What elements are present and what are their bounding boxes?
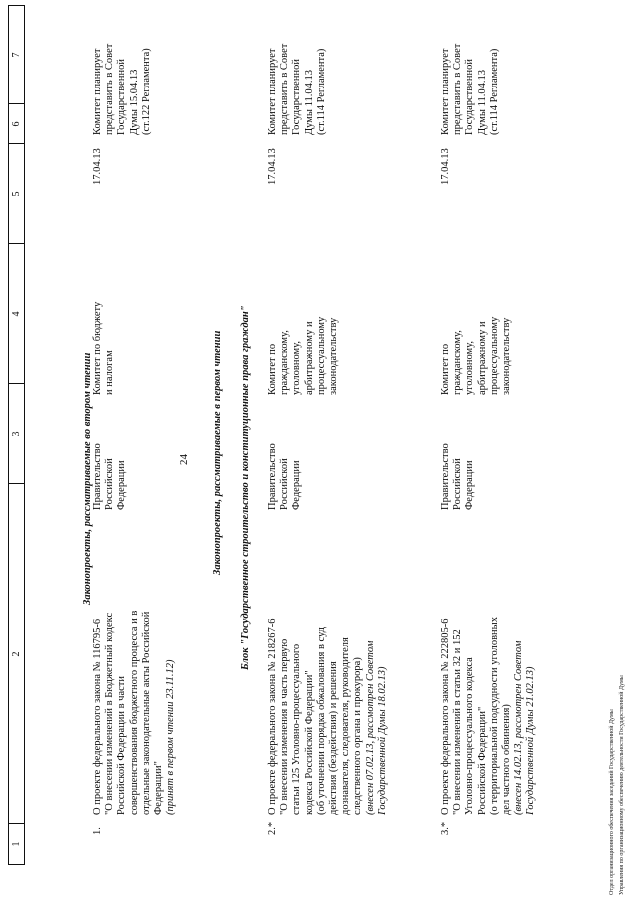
footer-line: Отдел организационного обеспечения заседаний Государственной Думы bbox=[609, 709, 615, 895]
plan-line: представить в Совет bbox=[452, 43, 464, 135]
column-header-row bbox=[8, 5, 25, 865]
row-number: 2.* bbox=[267, 821, 278, 835]
plan-line: Думы 11.04.13 bbox=[303, 70, 315, 135]
committee-line: Комитет по бюджету bbox=[92, 301, 103, 395]
bill-date: 17.04.13 bbox=[440, 148, 451, 185]
committee-line: Комитет по bbox=[267, 343, 278, 395]
bill-title-line: О проекте федерального закона № 218267-6 bbox=[267, 618, 278, 815]
column-number: 6 bbox=[9, 103, 24, 144]
bill-title bbox=[92, 485, 177, 815]
bill-committee bbox=[440, 265, 513, 395]
bill-title-line: Уголовно-процессуального кодекса bbox=[464, 657, 476, 815]
bill-title-line: дознавателя, следователя, руководителя bbox=[340, 637, 352, 815]
column-number: 1 bbox=[9, 823, 24, 864]
author-line: Российской bbox=[452, 458, 464, 510]
bill-author bbox=[267, 410, 304, 510]
committee-line: и налогам bbox=[104, 350, 116, 395]
bill-date: 17.04.13 bbox=[92, 148, 103, 185]
column-number: 4 bbox=[9, 243, 24, 384]
bill-date: 17.04.13 bbox=[267, 148, 278, 185]
bill-title-line: О проекте федерального закона № 222805-6 bbox=[440, 618, 451, 815]
author-line: Правительство bbox=[440, 443, 451, 510]
committee-line: арбитражному и bbox=[303, 321, 315, 395]
bill-title-line: кодекса Российской Федерации" bbox=[303, 670, 315, 815]
plan-line: Думы 15.04.13 bbox=[128, 69, 140, 135]
footer-line: Управления по организационному обеспечению деятельности Государственной Думы bbox=[619, 675, 625, 895]
bill-note: Государственной Думы 18.02.13) bbox=[376, 666, 388, 815]
bill-title-line: действия (бездействия) и решения bbox=[328, 661, 340, 815]
bill-title-line: "О внесении изменений в статьи 32 и 152 bbox=[452, 629, 464, 815]
plan-line: Комитет планирует bbox=[267, 48, 278, 135]
plan-line: Комитет планирует bbox=[92, 48, 103, 135]
bill-title-line: (об уточнении порядка обжалования в суд bbox=[315, 627, 327, 815]
committee-line: арбитражному и bbox=[476, 321, 488, 395]
plan-line: Государственной bbox=[291, 59, 303, 135]
bill-title-line: статьи 125 Уголовно-процессуального bbox=[291, 643, 303, 815]
bill-title-line: отдельные законодательные акты Российской bbox=[140, 611, 152, 815]
committee-line: гражданскому, bbox=[452, 330, 464, 395]
column-number: 3 bbox=[9, 383, 24, 484]
bill-title bbox=[267, 485, 389, 815]
bill-committee bbox=[92, 265, 116, 395]
committee-line: законодательству bbox=[501, 317, 513, 395]
bill-title-line: "О внесении изменений в Бюджетный кодекс bbox=[104, 612, 116, 815]
author-line: Российской bbox=[104, 458, 116, 510]
plan-line: Государственной bbox=[116, 59, 128, 135]
bill-title-line: совершенствования бюджетного процесса и в bbox=[128, 610, 140, 815]
bill-plan bbox=[267, 15, 328, 135]
section-title-first-reading: Законопроекты, рассматриваемые в первом чтении bbox=[212, 330, 223, 575]
bill-title-line: О проекте федерального закона № 116795-6 bbox=[92, 618, 103, 815]
author-line: Правительство bbox=[92, 443, 103, 510]
row-number: 1. bbox=[92, 827, 103, 835]
plan-line: (ст.122 Регламента) bbox=[140, 48, 152, 135]
plan-line: Думы 11.04.13 bbox=[476, 70, 488, 135]
block-title: Блок "Государственное строительство и конституционные права граждан" bbox=[240, 305, 251, 670]
section-title-second-reading: Законопроекты, рассматриваемые во втором чтении bbox=[82, 352, 93, 605]
committee-line: Комитет по bbox=[440, 343, 451, 395]
bill-title-line: Российской Федерации" bbox=[476, 706, 488, 815]
plan-line: представить в Совет bbox=[279, 43, 291, 135]
committee-line: законодательству bbox=[328, 317, 340, 395]
bill-plan bbox=[440, 15, 501, 135]
bill-author bbox=[92, 410, 129, 510]
bill-title-line: (о территориальной подсудности уголовных bbox=[488, 617, 500, 815]
committee-line: процессуальному bbox=[315, 316, 327, 395]
committee-line: уголовному, bbox=[464, 341, 476, 395]
bill-committee bbox=[267, 265, 340, 395]
bill-title-line: Федерации" bbox=[153, 761, 165, 815]
bill-note: (внесен 07.02.13, рассмотрен Советом bbox=[364, 640, 376, 815]
bill-plan bbox=[92, 15, 153, 135]
author-line: Федерации bbox=[291, 460, 303, 510]
plan-line: (ст.114 Регламента) bbox=[488, 48, 500, 135]
author-line: Федерации bbox=[116, 460, 128, 510]
column-number: 2 bbox=[9, 483, 24, 824]
plan-line: Комитет планирует bbox=[440, 48, 451, 135]
column-number: 5 bbox=[9, 143, 24, 244]
row-number: 3.* bbox=[440, 821, 451, 835]
committee-line: гражданскому, bbox=[279, 330, 291, 395]
committee-line: процессуальному bbox=[488, 316, 500, 395]
bill-author bbox=[440, 410, 477, 510]
author-line: Правительство bbox=[267, 443, 278, 510]
bill-title-line: "О внесении изменения в часть первую bbox=[279, 638, 291, 815]
plan-line: представить в Совет bbox=[104, 43, 116, 135]
column-number: 7 bbox=[11, 52, 22, 58]
bill-title-line: Российской Федерации в части bbox=[116, 676, 128, 815]
plan-line: Государственной bbox=[464, 59, 476, 135]
page-number: 24 bbox=[178, 454, 190, 465]
author-line: Российской bbox=[279, 458, 291, 510]
plan-line: (ст.114 Регламента) bbox=[315, 48, 327, 135]
bill-title-line: дел частного обвинения) bbox=[501, 704, 513, 815]
committee-line: уголовному, bbox=[291, 341, 303, 395]
author-line: Федерации bbox=[464, 460, 476, 510]
bill-note: (внесен 14.02.13, рассмотрен Советом bbox=[513, 640, 525, 815]
bill-note: (принят в первом чтении 23.11.12) bbox=[165, 659, 177, 815]
bill-note: Государственной Думы 21.02.13) bbox=[525, 666, 537, 815]
bill-title-line: следственного органа и прокурора) bbox=[352, 657, 364, 815]
bill-title bbox=[440, 485, 538, 815]
